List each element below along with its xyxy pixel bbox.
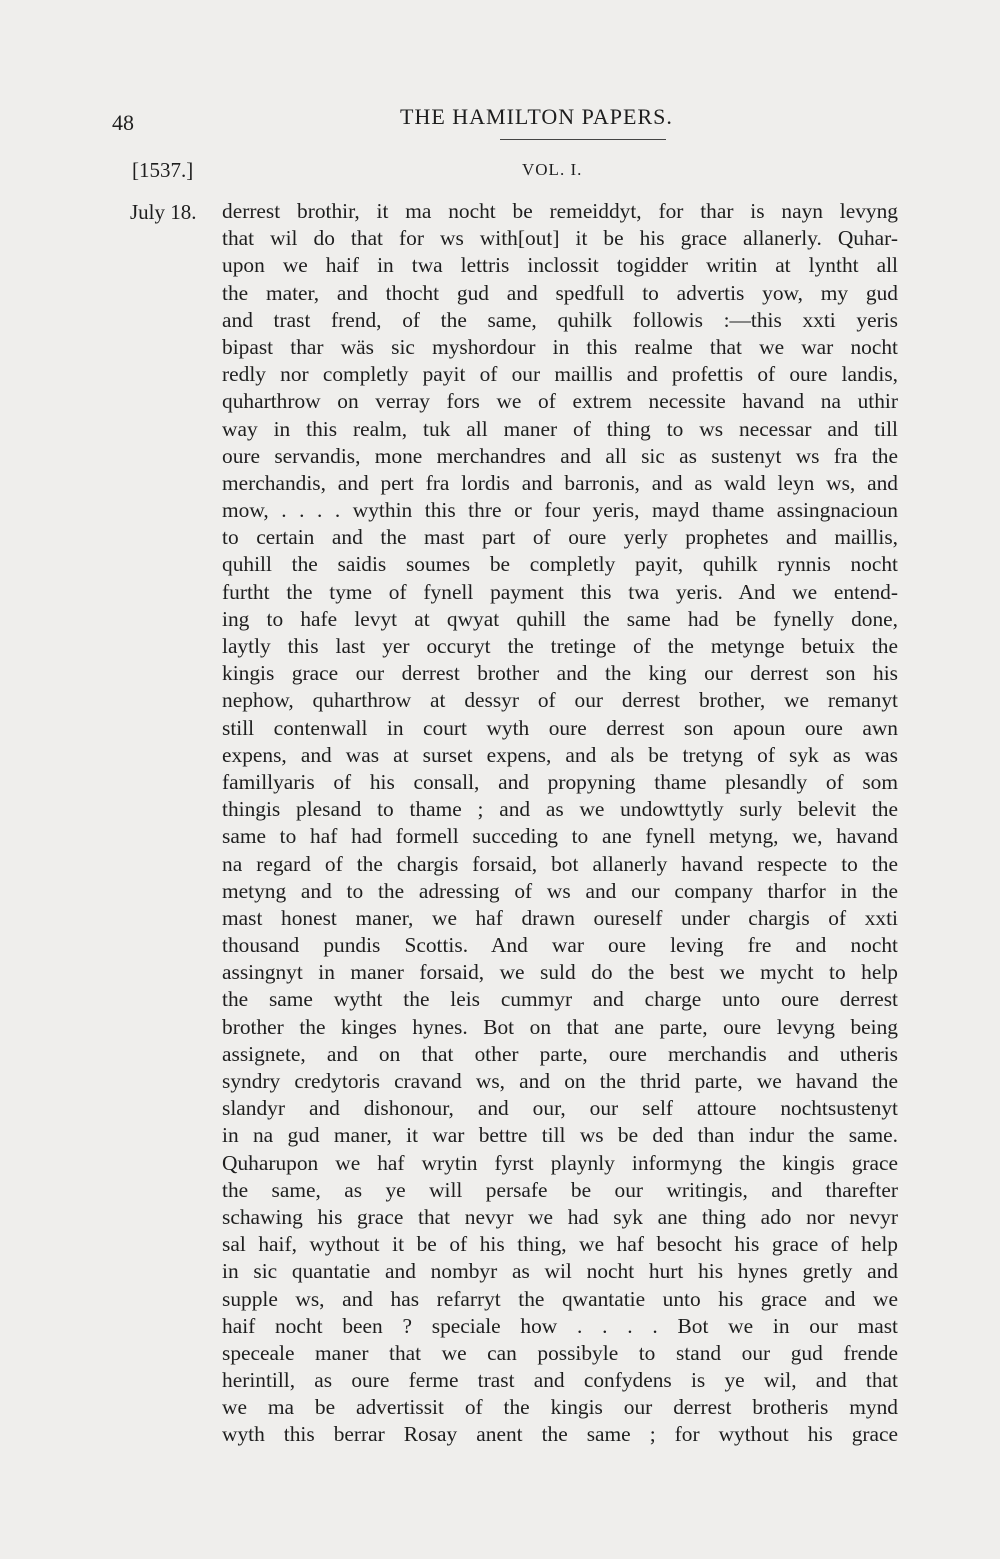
header-rule xyxy=(500,139,666,140)
text-line: we ma be advertissit of the kingis our derrest brotheris mynd xyxy=(222,1395,898,1420)
text-line: sal haif, wythout it be of his thing, we haf besocht his grace of help xyxy=(222,1232,898,1257)
text-line: oure servandis, mone merchandres and all sic as sustenyt ws fra the xyxy=(222,443,898,468)
text-line: same to haf had formell succeding to ane fynell metyng, we, havand xyxy=(222,824,898,849)
margin-year: [1537.] xyxy=(132,158,194,182)
text-line: famillyaris of his consall, and propyning thame plesandly of som xyxy=(222,769,898,794)
text-line: thingis plesand to thame ; and as we undowttytly surly belevit the xyxy=(222,797,898,822)
text-line: merchandis, and pert fra lordis and barronis, and as wald leyn ws, and xyxy=(222,470,898,495)
text-line: herintill, as oure ferme trast and confydens is ye wil, and that xyxy=(222,1368,898,1393)
text-line: still contenwall in court wyth oure derrest son apoun oure awn xyxy=(222,715,898,740)
text-line: assingnyt in maner forsaid, we suld do the best we mycht to help xyxy=(222,960,898,985)
text-line: mast honest maner, we haf drawn oureself under chargis of xxti xyxy=(222,905,898,930)
text-line: thousand pundis Scottis. And war oure leving fre and nocht xyxy=(222,933,898,958)
text-line: kingis grace our derrest brother and the king our derrest son his xyxy=(222,661,898,686)
text-line: quharthrow on verray fors we of extrem necessite havand na uthir xyxy=(222,389,898,414)
text-line: quhill the saidis soumes be completly payit, quhilk rynnis nocht xyxy=(222,552,898,577)
text-line: the same wytht the leis cummyr and charge unto oure derrest xyxy=(222,987,898,1012)
text-line: and trast frend, of the same, quhilk followis :—this xxti yeris xyxy=(222,307,898,332)
text-line: nephow, quharthrow at dessyr of our derrest brother, we remanyt xyxy=(222,688,898,713)
text-line: ing to hafe levyt at qwyat quhill the same had be fynelly done, xyxy=(222,606,898,631)
text-line: way in this realm, tuk all maner of thing to ws necessar and till xyxy=(222,416,898,441)
text-line: schawing his grace that nevyr we had syk ane thing ado nor nevyr xyxy=(222,1204,898,1229)
text-line: haif nocht been ? speciale how . . . . Bot we in our mast xyxy=(222,1313,898,1338)
text-line: redly nor completly payit of our maillis and profettis of oure landis, xyxy=(222,362,898,387)
text-line: derrest brothir, it ma nocht be remeiddyt, for thar is nayn levyng xyxy=(222,199,898,223)
text-line: metyng and to the adressing of ws and our company tharfor in the xyxy=(222,878,898,903)
text-line: supple ws, and has refarryt the qwantatie unto his grace and we xyxy=(222,1286,898,1311)
margin-date: July 18. xyxy=(130,200,197,224)
letter-body-text xyxy=(222,198,898,1449)
text-line: brother the kinges hynes. Bot on that ane parte, oure levyng being xyxy=(222,1014,898,1039)
text-line: mow, . . . . wythin this thre or four yeris, mayd thame assingnacioun xyxy=(222,498,898,523)
text-line: speceale maner that we can possibyle to stand our gud frende xyxy=(222,1340,898,1365)
text-line: that wil do that for ws with[out] it be his grace allanerly. Quhar- xyxy=(222,226,898,251)
page-number: 48 xyxy=(112,110,134,135)
text-line: wyth this berrar Rosay anent the same ; for wythout his grace xyxy=(222,1422,898,1447)
text-line: slandyr and dishonour, and our, our self attoure nochtsustenyt xyxy=(222,1096,898,1121)
running-title: THE HAMILTON PAPERS. xyxy=(400,104,673,129)
volume-label: VOL. I. xyxy=(522,160,583,179)
text-line: bipast thar wäs sic myshordour in this realme that we war nocht xyxy=(222,334,898,359)
text-line: assignete, and on that other parte, oure merchandis and utheris xyxy=(222,1041,898,1066)
text-line: in na gud maner, it war bettre till ws be ded than indur the same. xyxy=(222,1123,898,1148)
text-line: laytly this last yer occuryt the tretinge of the metynge betuix the xyxy=(222,634,898,658)
text-line: na regard of the chargis forsaid, bot allanerly havand respecte to the xyxy=(222,851,898,876)
text-line: expens, and was at surset expens, and als be tretyng of syk as was xyxy=(222,742,898,767)
text-line: syndry credytoris cravand ws, and on the thrid parte, we havand the xyxy=(222,1069,898,1093)
text-line: furtht the tyme of fynell payment this twa yeris. And we entend- xyxy=(222,579,898,604)
text-line: Quharupon we haf wrytin fyrst playnly informyng the kingis grace xyxy=(222,1150,898,1175)
text-line: the mater, and thocht gud and spedfull to advertis yow, my gud xyxy=(222,280,898,305)
text-line: upon we haif in twa lettris inclossit togidder writin at lyntht all xyxy=(222,253,898,278)
text-line: in sic quantatie and nombyr as wil nocht hurt his hynes gretly and xyxy=(222,1259,898,1284)
text-line: the same, as ye will persafe be our writingis, and tharefter xyxy=(222,1177,898,1202)
text-line: to certain and the mast part of oure yerly prophetes and maillis, xyxy=(222,525,898,550)
